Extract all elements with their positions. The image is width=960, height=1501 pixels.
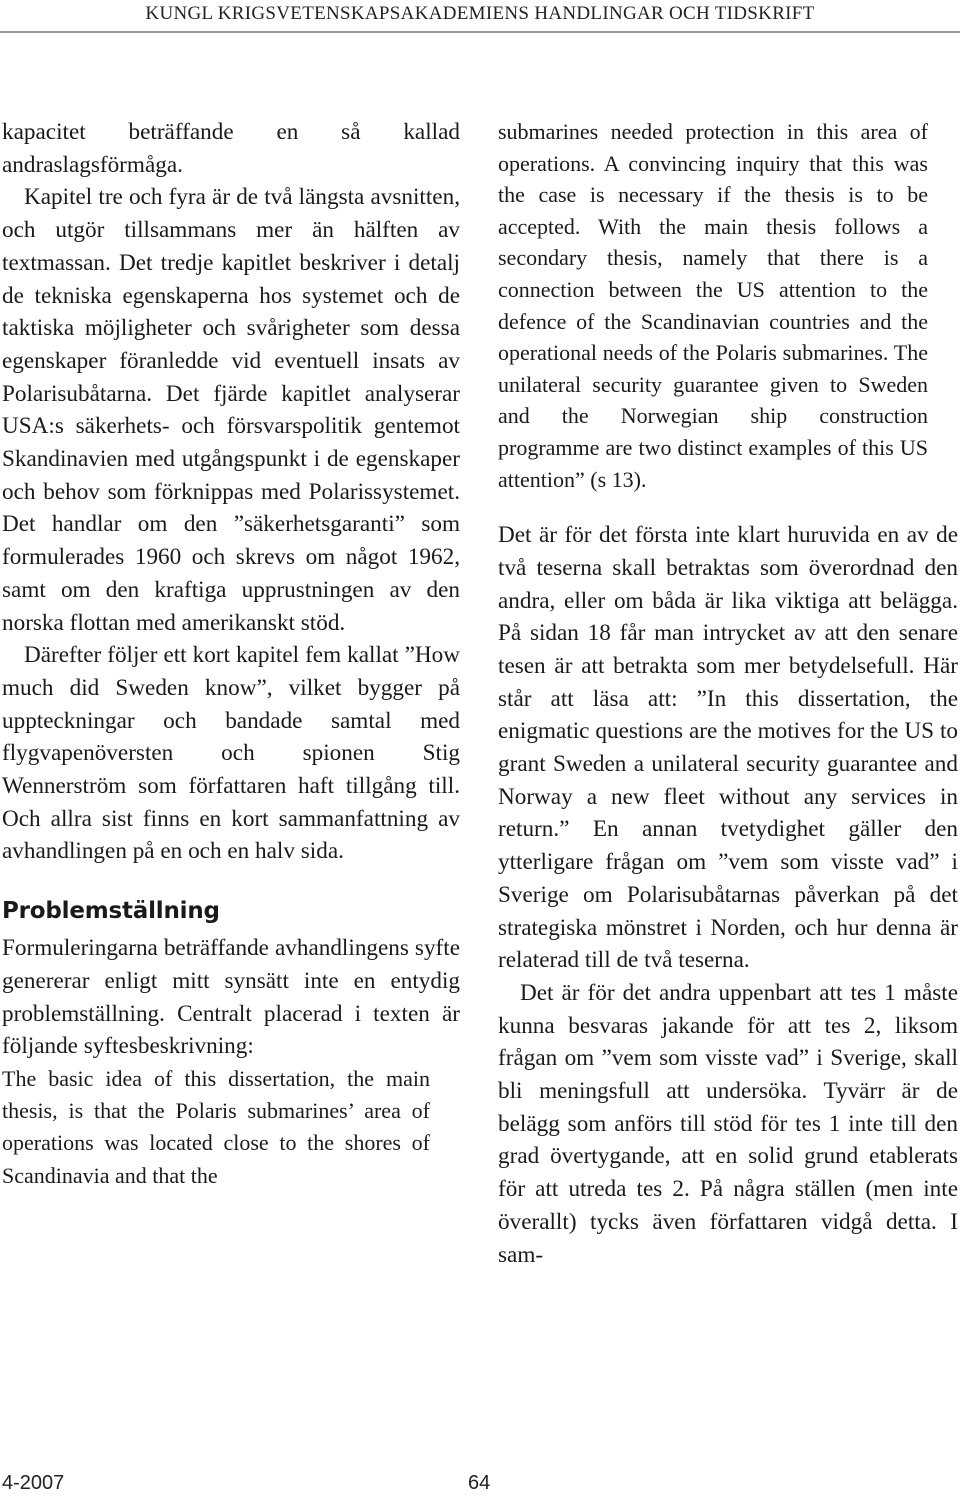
paragraph-1: kapacitet beträffande en så kallad andraslagsförmåga. xyxy=(2,119,460,178)
page-number: 64 xyxy=(468,1472,491,1494)
issue-label: 4-2007 xyxy=(2,1472,65,1494)
paragraph-5: Det är för det första inte klart huruvida en av de två teserna skall betraktas som överordnad den andra, eller om båda är lika viktiga att belägga. På sidan 18 får man intrycket av att den senare tesen är att betrakta som mer betydelsefull. Här står att läsa att: ”In this dissertation, the enigmatic questions are the motives for the US to grant Sweden a unilateral security guarantee and Norway a new fleet without any services in return.” En annan tvetydighet gäller den ytterligare frågan om ”vem som visste vad” i Sverige om Polarisubåtarnas påverkan på det strategiska mönstret i Norden, och hur denna är relaterad till de två teserna. xyxy=(498,522,958,974)
paragraph-3: Därefter följer ett kort kapitel fem kallat ”How much did Sweden know”, vilket bygger på uppteckningar och bandade samtal med flygvapenöversten och spionen Stig Wennerström som författaren haft tillgång till. Och allra sist finns en kort sammanfattning av avhandlingen på en och en halv sida. xyxy=(2,642,460,865)
section-heading: Problemställning xyxy=(2,898,220,925)
paragraph-4: Formuleringarna beträffande avhandlingens syfte genererar enligt mitt synsätt inte en entydig problemställning. Centralt placerad i texten är följande syftesbeskrivning: xyxy=(2,935,460,1060)
right-column xyxy=(498,116,958,1271)
running-head-title: KUNGL KRIGSVETENSKAPSAKADEMIENS HANDLINGAR OCH TIDSKRIFT xyxy=(145,3,815,24)
block-quote-start: The basic idea of this dissertation, the main thesis, is that the Polaris submarines’ area of operations was located close to the shores of Scandinavia and that the xyxy=(2,1065,430,1188)
paragraph-2: Kapitel tre och fyra är de två längsta avsnitten, och utgör tillsammans mer än hälften av textmassan. Det tredje kapitlet beskriver i detalj de tekniska egenskaperna hos systemet och de taktiska möjligheter och svårigheter som dessa egenskaper föranledde vid eventuell insats av Polarisubåtarna. Det fjärde kapitlet analyserar USA:s säkerhets- och försvarspolitik gentemot Skandinavien med utgångspunkt i de egenskaper och behov som förknippas med Polarissystemet. Det handlar om den ”säkerhetsgaranti” som formulerades 1960 och skrevs om något 1962, samt om den kraftiga upprustningen av den norska flottan med amerikanskt stöd. xyxy=(2,184,460,636)
header-divider xyxy=(0,31,960,33)
block-quote-continuation: submarines needed protection in this area of operations. A convincing inquiry that this was the case is necessary if the thesis is to be accepted. With the main thesis follows a secondary thesis, namely that there is a connection between the US attention to the defence of the Scandinavian countries and the operational needs of the Polaris submarines. The unilateral security guarantee given to Sweden and the Norwegian ship construction programme are two distinct examples of this US attention” (s 13). xyxy=(498,119,928,492)
left-column xyxy=(2,116,460,1192)
paragraph-6: Det är för det andra uppenbart att tes 1 måste kunna besvaras jakande för att tes 2, liksom frågan om ”vem som visste vad” i Sverige, skall bli meningsfull att undersöka. Tyvärr är de belägg som anförs till stöd för tes 1 inte till den grad övertygande, att en solid grund etablerats för att utreda tes 2. På några ställen (men inte överallt) tycks även författaren vidgå detta. I sam- xyxy=(498,979,958,1268)
